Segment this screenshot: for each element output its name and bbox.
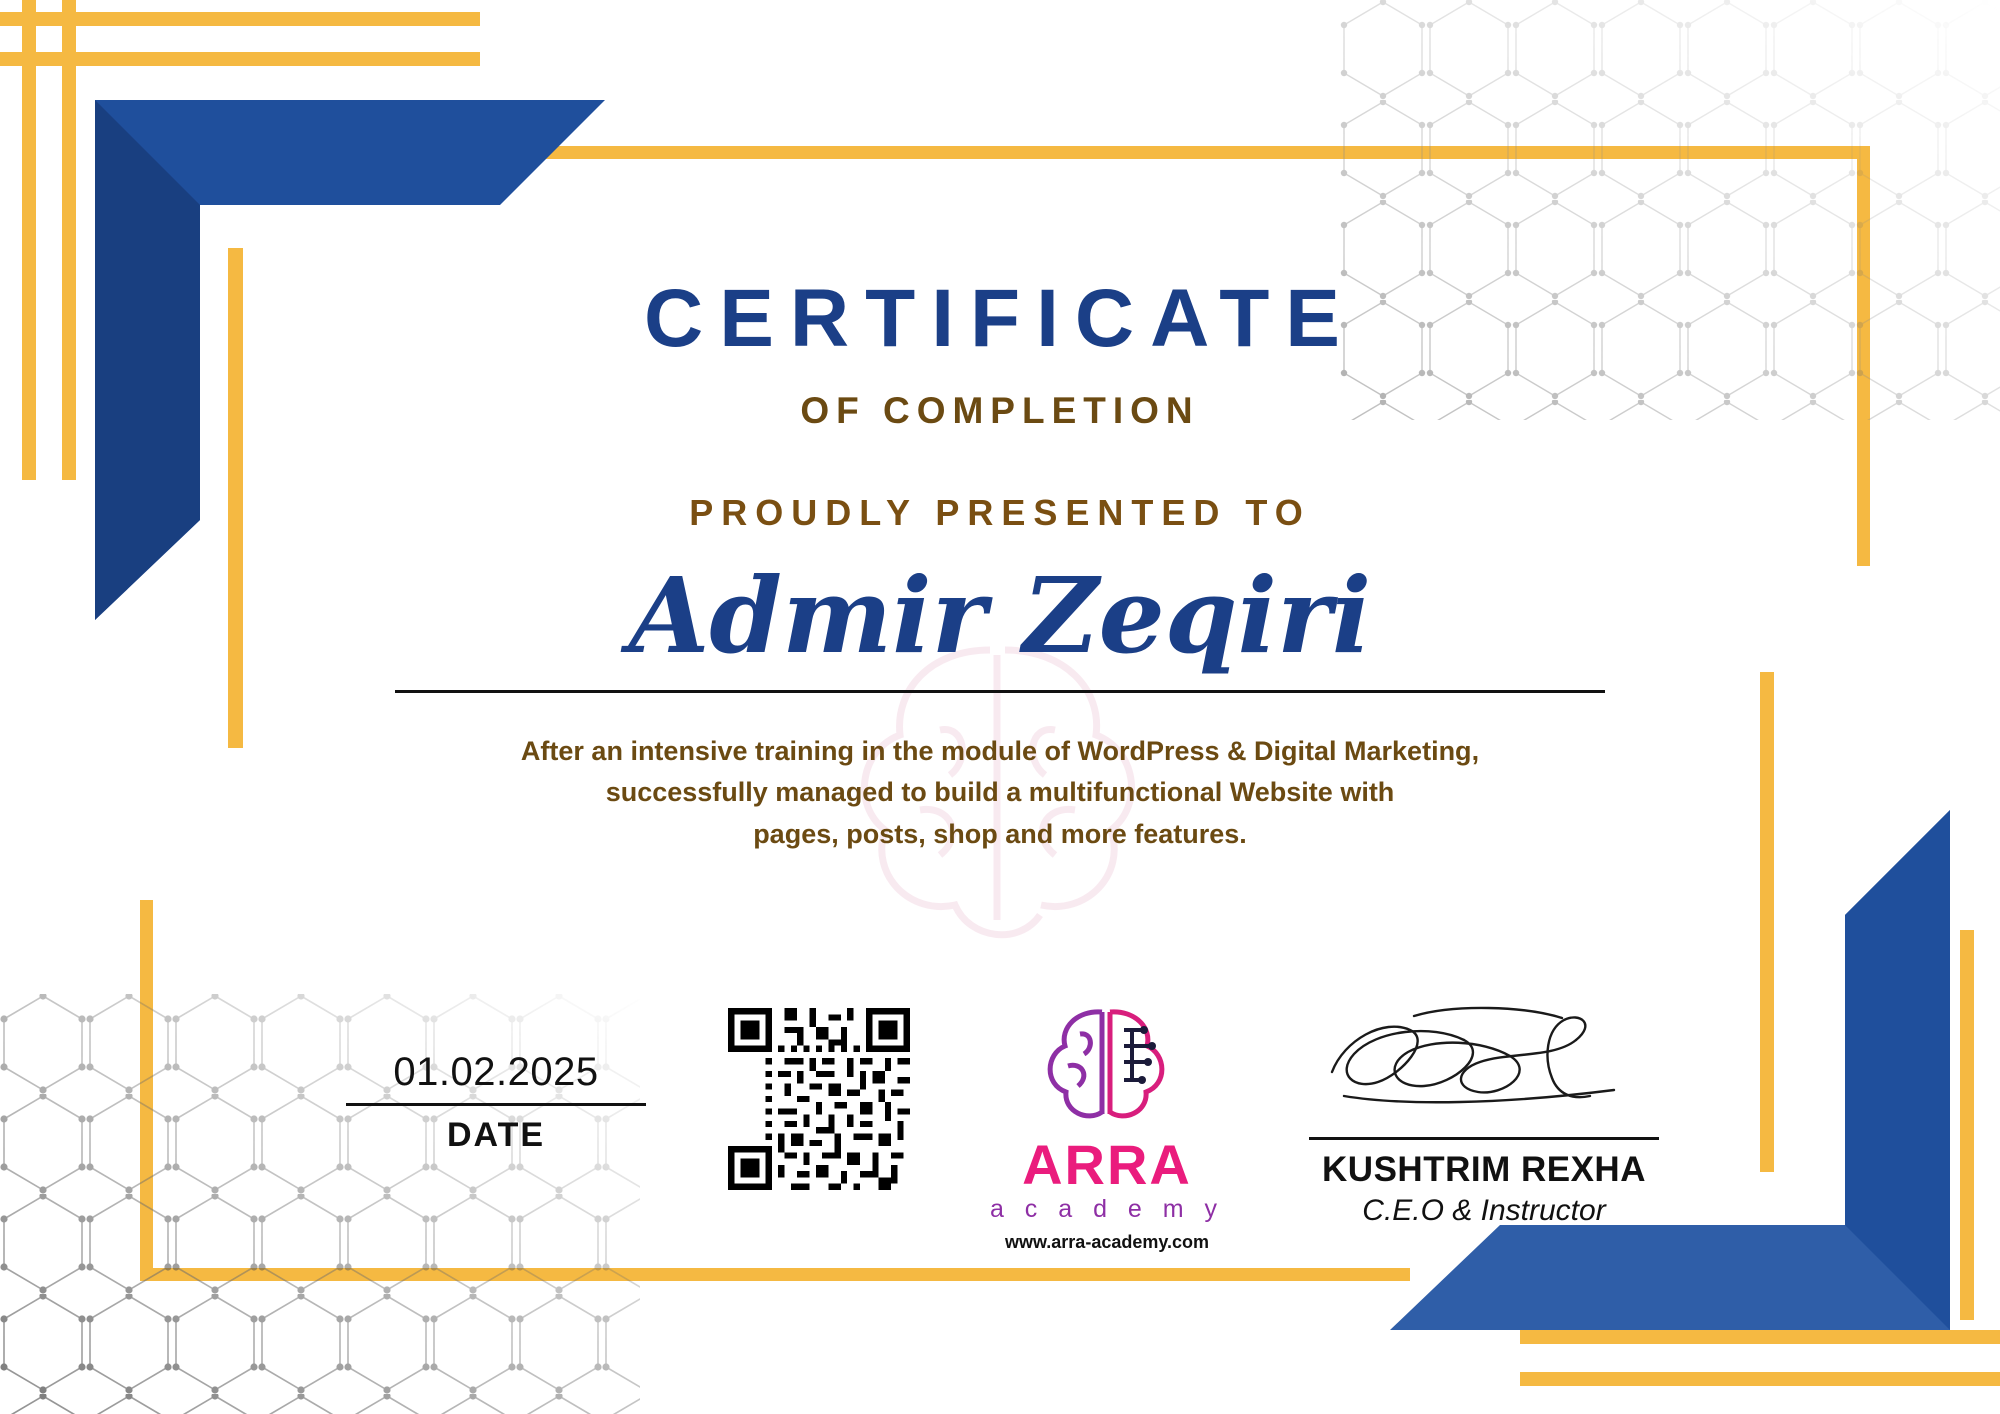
signature-rule: [1309, 1137, 1659, 1140]
logo-website-url[interactable]: www.arra-academy.com: [1004, 1232, 1210, 1252]
signature-block: [1304, 1000, 1664, 1228]
description-line3: pages, posts, shop and more features.: [753, 819, 1247, 850]
qr-code-icon[interactable]: [728, 1008, 910, 1190]
arra-academy-logo-block: [982, 1000, 1232, 1253]
logo-subtitle: a c a d e m y: [989, 1195, 1225, 1223]
date-block: [336, 1000, 656, 1155]
handwritten-signature: [1314, 1000, 1654, 1130]
date-value: 01.02.2025: [393, 1050, 599, 1094]
presented-to-label: PROUDLY PRESENTED TO: [689, 492, 1311, 533]
description-line1-suffix: ,: [1471, 735, 1480, 766]
certificate-description: [440, 731, 1560, 857]
corner-bar-bottom-right-h2: [1520, 1372, 2000, 1386]
brain-circuit-logo-icon: [1032, 1000, 1182, 1128]
description-line1-prefix: After an intensive training in the module of: [520, 735, 1078, 766]
signer-name: KUSHTRIM REXHA: [1322, 1150, 1646, 1189]
page-title: CERTIFICATE: [643, 273, 1356, 364]
date-label: DATE: [446, 1116, 546, 1154]
date-rule: [346, 1103, 646, 1106]
certificate-subtitle: OF COMPLETION: [800, 390, 1200, 431]
recipient-name-rule: [395, 690, 1605, 693]
certificate-footer: [0, 1000, 2000, 1253]
recipient-name: Admir Zeqiri: [628, 554, 1372, 677]
signer-role: C.E.O & Instructor: [1362, 1194, 1606, 1227]
description-module-name: WordPress & Digital Marketing: [1077, 735, 1472, 766]
description-line2: successfully managed to build a multifunctional Website with: [605, 777, 1395, 808]
qr-block: [728, 1000, 910, 1195]
logo-wordmark: ARRA: [1022, 1133, 1192, 1196]
corner-bar-bottom-right-h1: [1520, 1330, 2000, 1344]
